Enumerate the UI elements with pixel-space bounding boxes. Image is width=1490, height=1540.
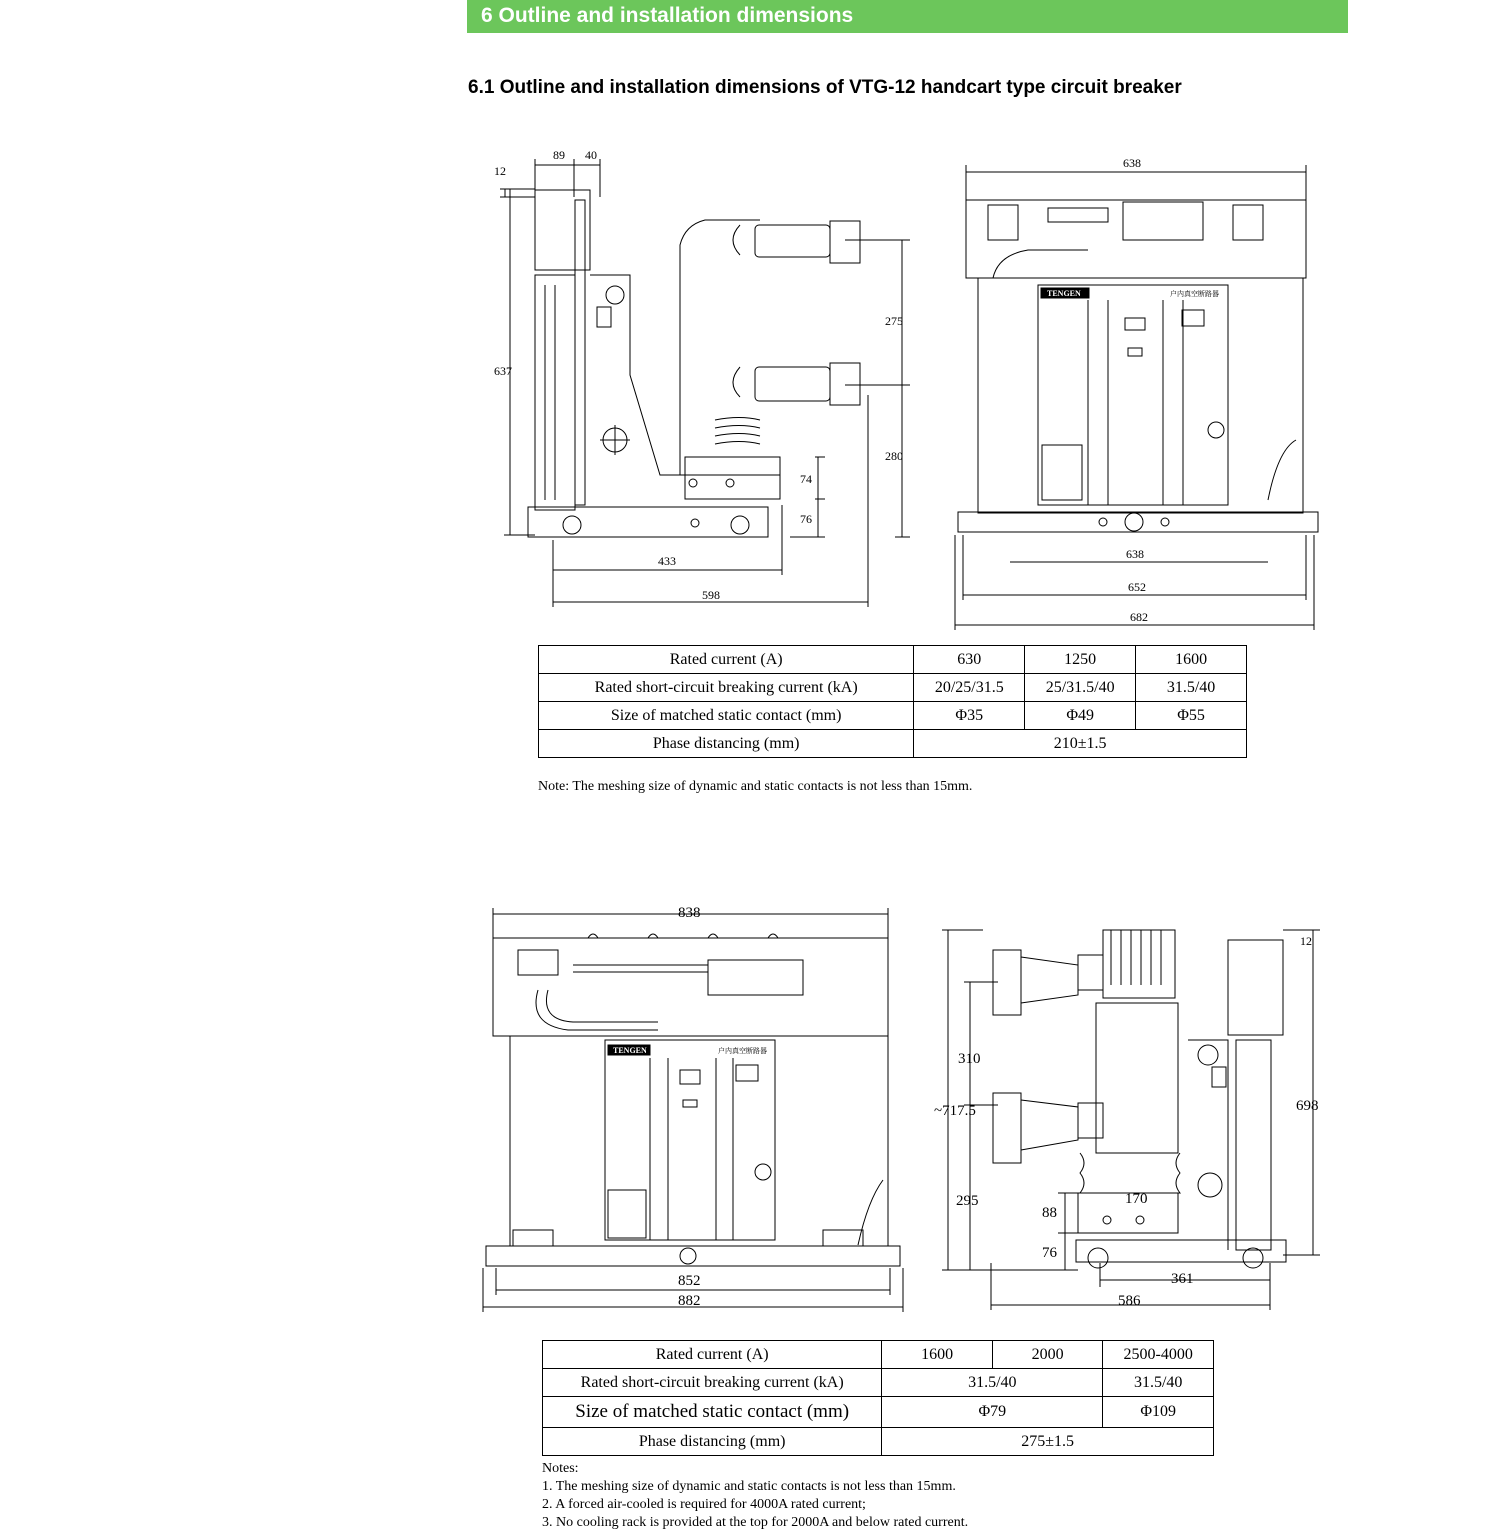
- dim-side-433: 433: [658, 554, 676, 568]
- table-cell: Rated short-circuit breaking current (kA): [543, 1369, 882, 1397]
- dim-side-12: 12: [494, 164, 506, 178]
- table-row: [543, 1341, 1214, 1369]
- table-cell: 630: [914, 646, 1025, 674]
- notes-heading: Notes:: [542, 1461, 579, 1476]
- table-cell: 2000: [992, 1341, 1103, 1369]
- table-cell: Rated short-circuit breaking current (kA): [539, 674, 914, 702]
- dim-12-b: 12: [1300, 934, 1312, 948]
- dim-88: 88: [1042, 1205, 1057, 1221]
- panel-caption-2: 户内真空断路器: [718, 1047, 767, 1055]
- table-cell: 1600: [1136, 646, 1247, 674]
- dim-310: 310: [958, 1051, 981, 1067]
- panel-brand-1: TENGEN: [1047, 289, 1081, 298]
- table-cell: Phase distancing (mm): [543, 1428, 882, 1456]
- panel-caption-1: 户内真空断路器: [1170, 290, 1219, 298]
- dim-586: 586: [1118, 1293, 1141, 1309]
- dim-170: 170: [1125, 1191, 1148, 1207]
- table-row: [543, 1369, 1214, 1397]
- table-cell: 275±1.5: [882, 1428, 1214, 1456]
- table-row: [539, 646, 1247, 674]
- table-cell: Rated current (A): [543, 1341, 882, 1369]
- spec-table-2: [542, 1340, 1214, 1456]
- drawing2-front-view: [478, 900, 908, 1315]
- dim-295: 295: [956, 1193, 979, 1209]
- dim-852: 852: [678, 1273, 701, 1289]
- dim-front-638-bottom: 638: [1126, 547, 1144, 561]
- table-row: [539, 674, 1247, 702]
- dim-882: 882: [678, 1293, 701, 1309]
- note-item: 2. A forced air-cooled is required for 4000A rated current;: [542, 1497, 866, 1512]
- table-row: [539, 730, 1247, 758]
- table-cell: Rated current (A): [539, 646, 914, 674]
- dim-front-652: 652: [1128, 580, 1146, 594]
- table-cell: Φ35: [914, 702, 1025, 730]
- dim-717: ~717.5: [934, 1103, 976, 1119]
- spec-table-1: [538, 645, 1247, 758]
- panel-brand-2: TENGEN: [613, 1046, 647, 1055]
- notes-block: [542, 1460, 968, 1532]
- table-cell: Size of matched static contact (mm): [539, 702, 914, 730]
- table-cell: 25/31.5/40: [1025, 674, 1136, 702]
- dim-side-74: 74: [800, 472, 812, 486]
- table-cell: 1250: [1025, 646, 1136, 674]
- dim-698: 698: [1296, 1098, 1319, 1114]
- table-row: [539, 702, 1247, 730]
- table-cell: 2500-4000: [1103, 1341, 1214, 1369]
- table-cell: 1600: [882, 1341, 993, 1369]
- dim-side-89: 89: [553, 148, 565, 162]
- table-cell: Φ49: [1025, 702, 1136, 730]
- dim-side-76: 76: [800, 512, 812, 526]
- table-cell: Φ109: [1103, 1397, 1214, 1428]
- table-cell: 31.5/40: [1103, 1369, 1214, 1397]
- dim-side-598: 598: [702, 588, 720, 602]
- table-cell: Size of matched static contact (mm): [543, 1397, 882, 1428]
- table-cell: Φ55: [1136, 702, 1247, 730]
- note-item: 1. The meshing size of dynamic and static contacts is not less than 15mm.: [542, 1479, 956, 1494]
- section-title: 6 Outline and installation dimensions: [481, 4, 854, 27]
- table-cell: Phase distancing (mm): [539, 730, 914, 758]
- dim-front-638-top: 638: [1123, 156, 1141, 170]
- table-row: [543, 1397, 1214, 1428]
- table-cell: 210±1.5: [914, 730, 1247, 758]
- dim-side-40: 40: [585, 148, 597, 162]
- section-banner: [467, 0, 1348, 33]
- dim-side-275: 275: [885, 314, 903, 328]
- note-1: Note: The meshing size of dynamic and static contacts is not less than 15mm.: [538, 779, 973, 794]
- table-cell: 31.5/40: [1136, 674, 1247, 702]
- subsection-title: 6.1 Outline and installation dimensions of VTG-12 handcart type circuit breaker: [468, 77, 1182, 98]
- table-row: [543, 1428, 1214, 1456]
- drawing1-front-view: [948, 150, 1323, 635]
- dim-361: 361: [1171, 1271, 1194, 1287]
- table-cell: 20/25/31.5: [914, 674, 1025, 702]
- table-cell: Φ79: [882, 1397, 1103, 1428]
- note-item: 3. No cooling rack is provided at the top for 2000A and below rated current.: [542, 1515, 969, 1530]
- dim-76: 76: [1042, 1245, 1057, 1261]
- dim-side-637: 637: [494, 364, 512, 378]
- drawing1-side-view: [490, 145, 920, 615]
- drawing2-side-view: [928, 915, 1323, 1315]
- dim-side-280: 280: [885, 449, 903, 463]
- table-cell: 31.5/40: [882, 1369, 1103, 1397]
- dim-front-682: 682: [1130, 610, 1148, 624]
- dim-838: 838: [678, 905, 701, 921]
